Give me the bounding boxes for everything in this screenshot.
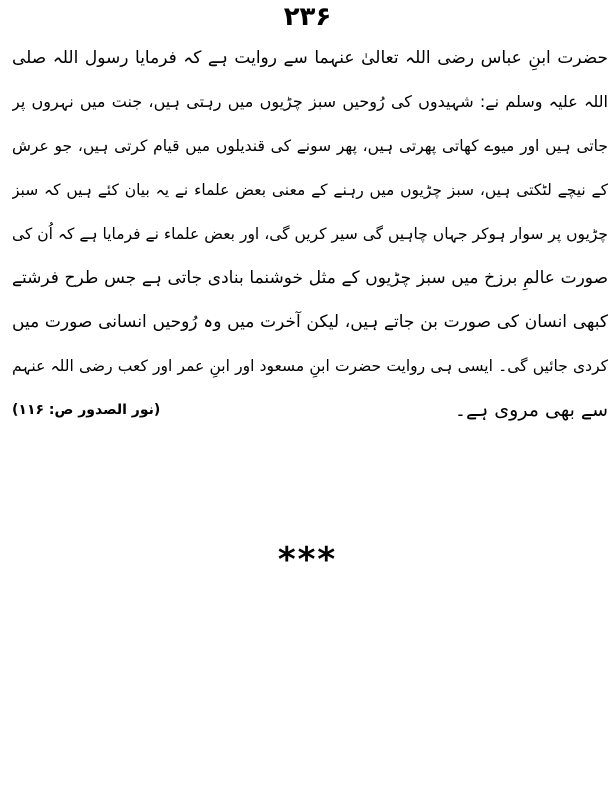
paragraph-line: اللہ علیہ وسلم نے: شہیدوں کی رُوحیں سبز چڑیوں میں رہتی ہیں، جنت میں نہروں پر — [12, 92, 608, 111]
paragraph-line: کبھی انسان کی صورت بن جاتے ہیں، لیکن آخرت میں وہ رُوحیں انسانی صورت میں — [12, 312, 608, 332]
paragraph-line: چڑیوں پر سوار ہوکر جہاں چاہیں گی سیر کریں گی، اور بعض علماء نے فرمایا ہے کہ اُن کی — [12, 225, 608, 243]
section-separator: *** — [277, 540, 338, 580]
hadith-paragraph — [12, 36, 608, 432]
paragraph-line: کے نیچے لٹکتی ہیں، سبز چڑیوں میں رہنے کے معنی بعض علماء نے یہ بیان کئے ہیں کہ سبز — [12, 181, 608, 199]
paragraph-last-line: سے بھی مروی ہے۔ — [454, 399, 608, 421]
source-citation: (نور الصدور ص: ۱۱۶) — [12, 402, 161, 418]
paragraph-line: حضرت ابنِ عباس رضی اللہ تعالیٰ عنہما سے روایت ہے کہ فرمایا رسول اللہ صلی — [12, 48, 608, 68]
closing-line-row — [12, 388, 608, 432]
paragraph-line: کردی جائیں گی۔ ایسی ہی روایت حضرت ابنِ مسعود اور ابنِ عمر اور کعب رضی اللہ عنہم — [12, 357, 608, 375]
paragraph-line: جاتی ہیں اور میوے کھاتی پھرتی ہیں، پھر سونے کی قندیلوں میں قیام کرتی ہیں، جو عرش — [12, 137, 608, 155]
page-number: ۲۳۶ — [283, 2, 332, 32]
paragraph-line: صورت عالمِ برزخ میں سبز چڑیوں کے مثل خوشنما بنادی جاتی ہے جس طرح فرشتے — [12, 268, 608, 288]
